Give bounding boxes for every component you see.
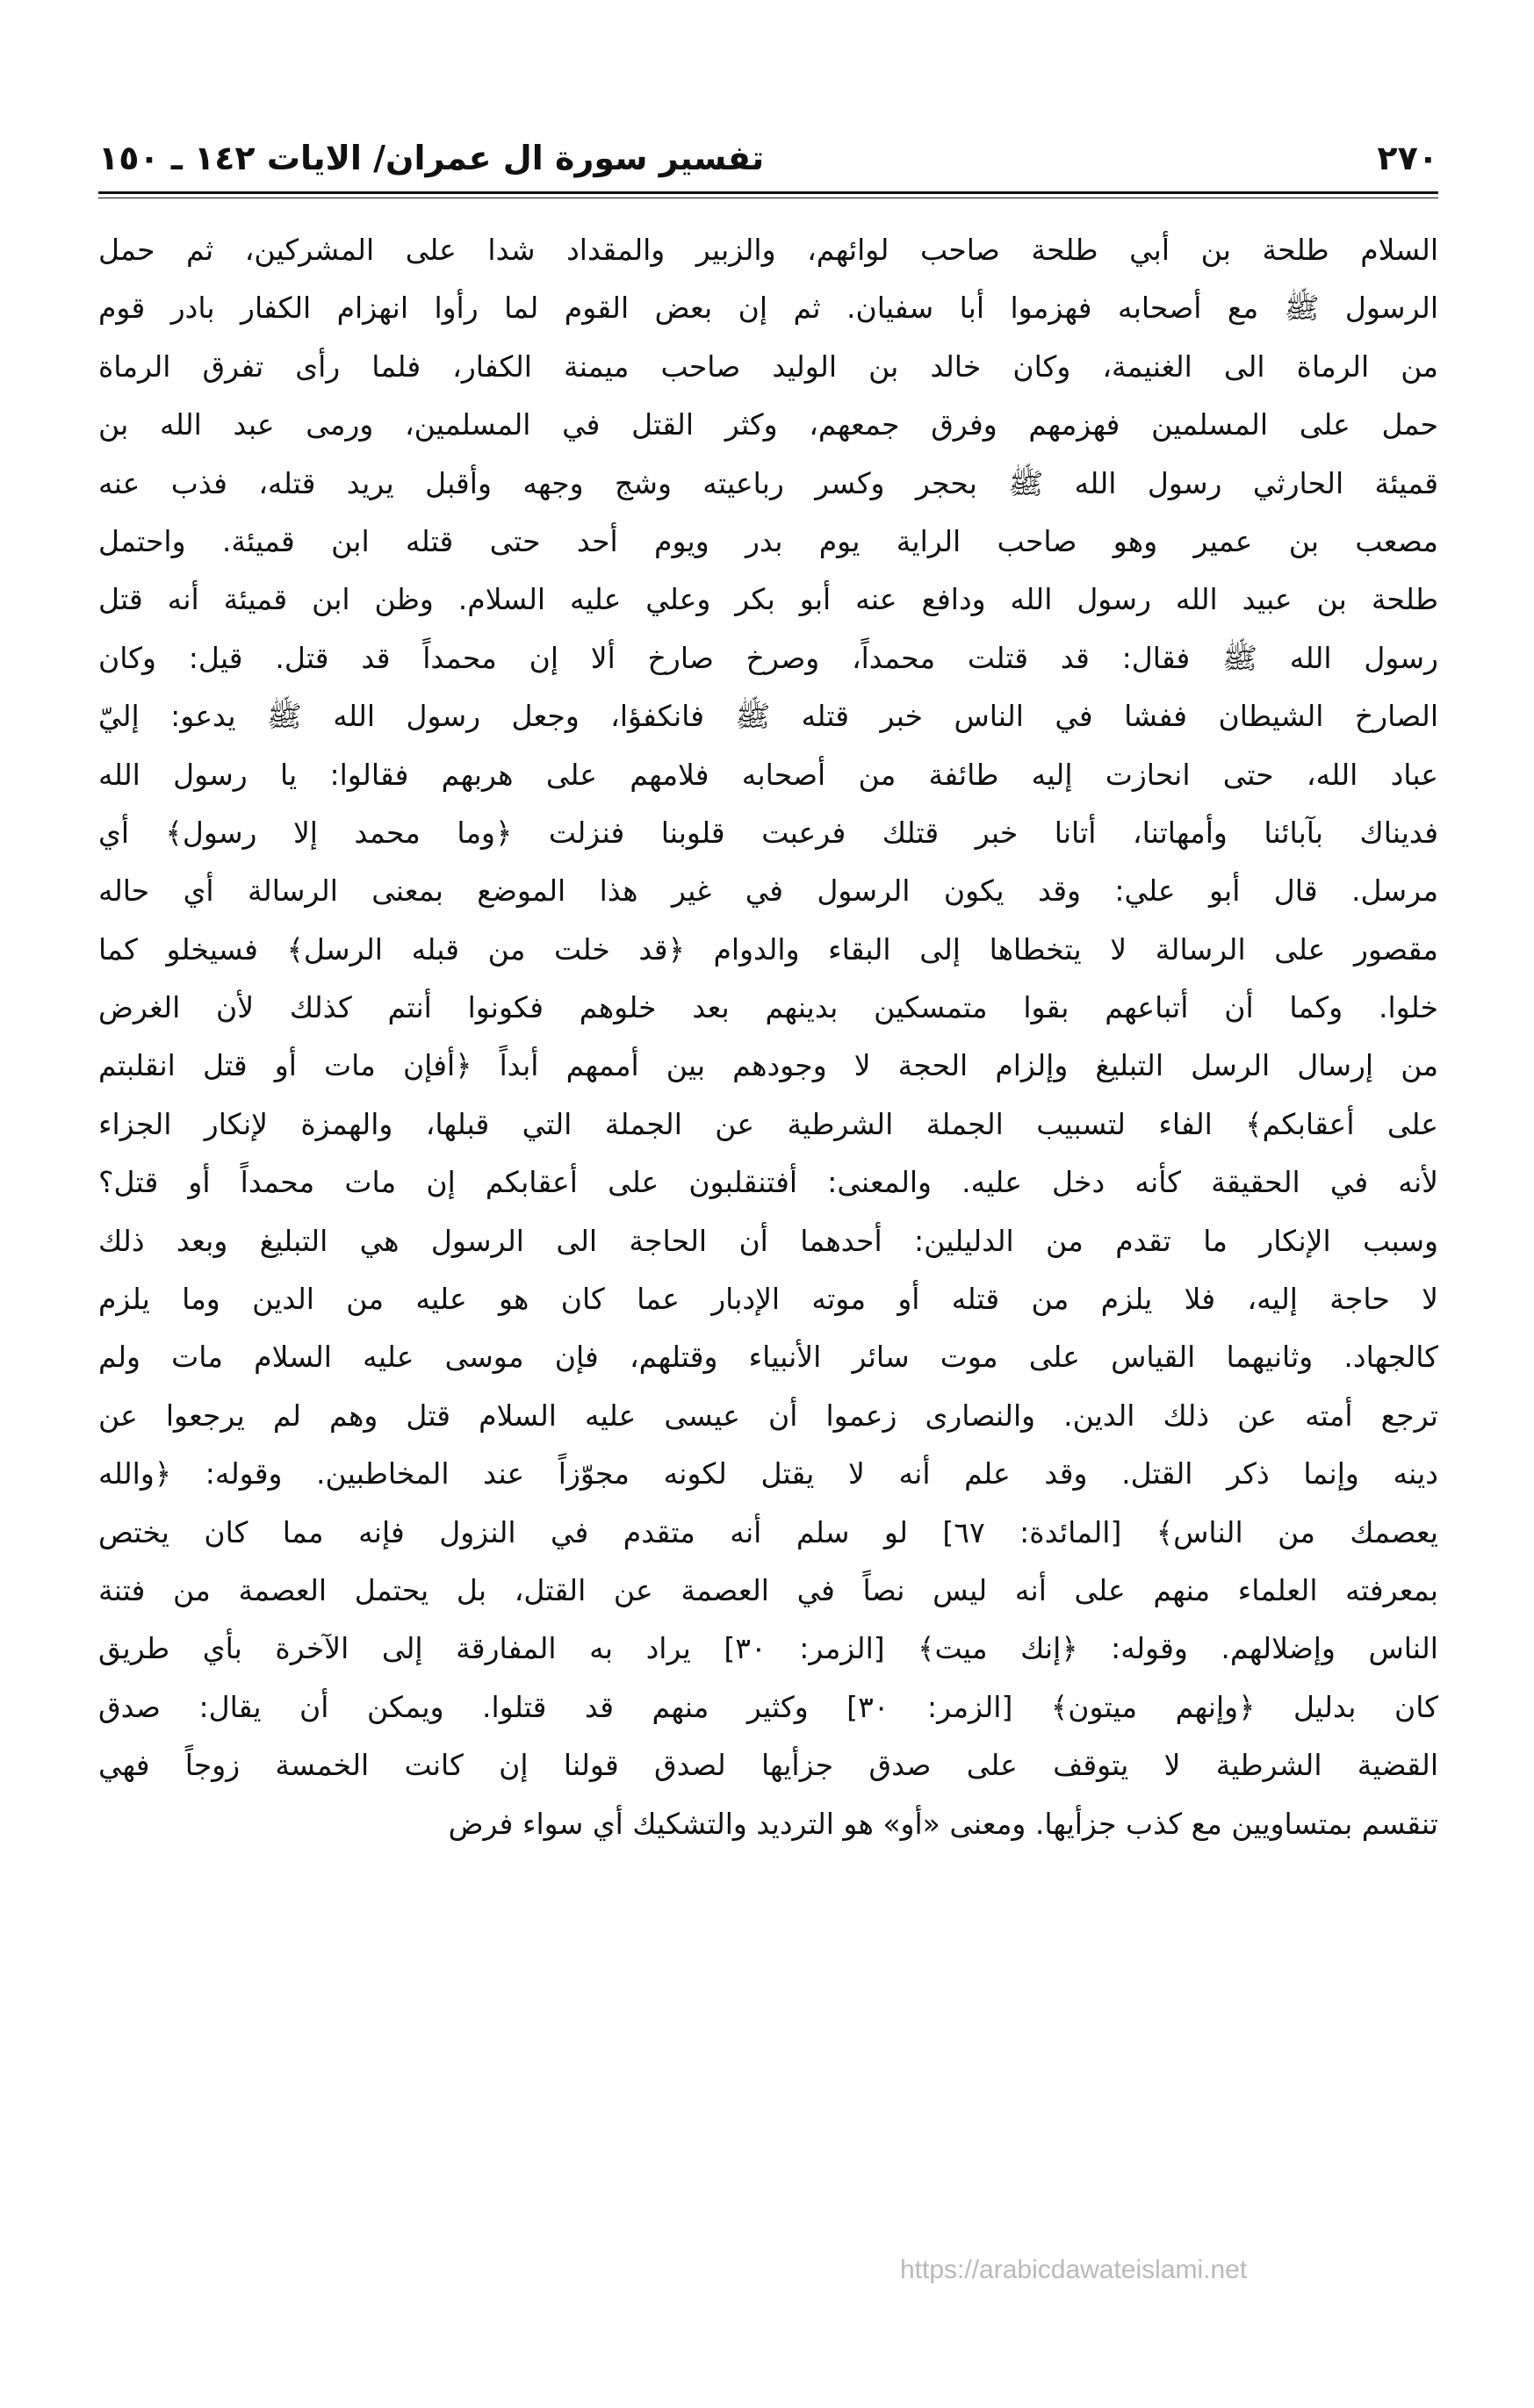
page-number: ٢٧٠ <box>1377 139 1438 177</box>
text-line: القضية الشرطية لا يتوقف على صدق جزأيها لصدق قولنا إن كانت الخمسة زوجاً فهي <box>98 1748 1438 1783</box>
text-line: بمعرفته العلماء منهم على أنه ليس نصاً في العصمة عن القتل، بل يحتمل العصمة من فتنة <box>98 1572 1438 1607</box>
text-line: الرسول ﷺ مع أصحابه فهزموا أبا سفيان. ثم إن بعض القوم لما رأوا انهزام الكفار بادر قوم <box>98 291 1438 326</box>
text-line: قميئة الحارثي رسول الله ﷺ بحجر وكسر رباعيته وشج وجهه وأقبل يريد قتله، فذب عنه <box>98 465 1438 500</box>
text-line: من إرسال الرسل التبليغ وإلزام الحجة لا وجودهم بين أممهم أبداً ﴿أفإن مات أو قتل انقلبتم <box>98 1048 1438 1083</box>
text-line: دينه وإنما ذكر القتل. وقد علم أنه لا يقتل لكونه مجوّزاً عند المخاطبين. وقوله: ﴿والله <box>98 1456 1438 1492</box>
text-line: من الرماة الى الغنيمة، وكان خالد بن الوليد صاحب ميمنة الكفار، فلما رأى تفرق الرماة <box>98 349 1438 384</box>
running-title: تفسير سورة ال عمران/ الايات ١٤٢ ـ ١٥٠ <box>98 139 765 177</box>
text-line: ترجع أمته عن ذلك الدين. والنصارى زعموا أن عيسى عليه السلام قتل وهم لم يرجعوا عن <box>98 1398 1438 1433</box>
text-line: تنقسم بمتساويين مع كذب جزأيها. ومعنى «أو» هو الترديد والتشكيك أي سواء فرض <box>448 1806 1438 1841</box>
text-line: لا حاجة إليه، فلا يلزم من قتله أو موته الإدبار عما كان هو عليه من الدين وما يلزم <box>98 1282 1438 1317</box>
text-line: كالجهاد. وثانيهما القياس على موت سائر الأنبياء وقتلهم، فإن موسى عليه السلام مات ولم <box>98 1340 1438 1375</box>
page-header <box>98 123 1438 184</box>
text-line: عباد الله، حتى انحازت إليه طائفة من أصحابه فلامهم على هربهم فقالوا: يا رسول الله <box>98 757 1438 792</box>
text-line: يعصمك من الناس﴾ [المائدة: ٦٧] لو سلم أنه متقدم في النزول فإنه مما كان يختص <box>98 1514 1438 1549</box>
text-line: لأنه في الحقيقة كأنه دخل عليه. والمعنى: أفتنقلبون على أعقابكم إن مات محمداً أو قتل؟ <box>98 1165 1438 1200</box>
body-text <box>98 221 1438 1853</box>
text-line: رسول الله ﷺ فقال: قد قتلت محمداً، وصرخ صارخ ألا إن محمداً قد قتل. قيل: وكان <box>98 640 1438 675</box>
text-line: الصارخ الشيطان ففشا في الناس خبر قتله ﷺ فانكفؤا، وجعل رسول الله ﷺ يدعو: إليّ <box>98 699 1438 734</box>
text-line: الناس وإضلالهم. وقوله: ﴿إنك ميت﴾ [الزمر: ٣٠] يراد به المفارقة إلى الآخرة بأي طريق <box>98 1631 1438 1666</box>
watermark-url: https://arabicdawateislami.net <box>900 2255 1248 2284</box>
text-line: خلوا. وكما أن أتباعهم بقوا متمسكين بدينهم بعد خلوهم فكونوا أنتم كذلك لأن الغرض <box>98 990 1438 1025</box>
text-line: مرسل. قال أبو علي: وقد يكون الرسول في غير هذا الموضع بمعنى الرسالة أي حاله <box>98 873 1438 909</box>
text-line: كان بدليل ﴿وإنهم ميتون﴾ [الزمر: ٣٠] وكثير منهم قد قتلوا. ويمكن أن يقال: صدق <box>98 1689 1438 1724</box>
text-line: طلحة بن عبيد الله رسول الله ودافع عنه أبو بكر وعلي عليه السلام. وظن ابن قميئة أنه قتل <box>98 582 1438 617</box>
text-line: مصعب بن عمير وهو صاحب الراية يوم بدر ويوم أحد حتى قتله ابن قميئة. واحتمل <box>98 523 1438 558</box>
text-line: فديناك بآبائنا وأمهاتنا، أتانا خبر قتلك فرعبت قلوبنا فنزلت ﴿وما محمد إلا رسول﴾ أي <box>98 815 1438 850</box>
text-line: مقصور على الرسالة لا يتخطاها إلى البقاء والدوام ﴿قد خلت من قبله الرسل﴾ فسيخلو كما <box>98 931 1438 967</box>
text-line: السلام طلحة بن أبي طلحة صاحب لوائهم، والزبير والمقداد شدا على المشركين، ثم حمل <box>98 233 1438 267</box>
text-line: على أعقابكم﴾ الفاء لتسبيب الجملة الشرطية عن الجملة التي قبلها، والهمزة لإنكار الجزاء <box>98 1106 1438 1141</box>
text-line: وسبب الإنكار ما تقدم من الدليلين: أحدهما أن الحاجة الى الرسول هي التبليغ وبعد ذلك <box>98 1223 1438 1258</box>
text-line: حمل على المسلمين فهزمهم وفرق جمعهم، وكثر القتل في المسلمين، ورمى عبد الله بن <box>98 407 1438 442</box>
header-rule <box>98 191 1438 194</box>
